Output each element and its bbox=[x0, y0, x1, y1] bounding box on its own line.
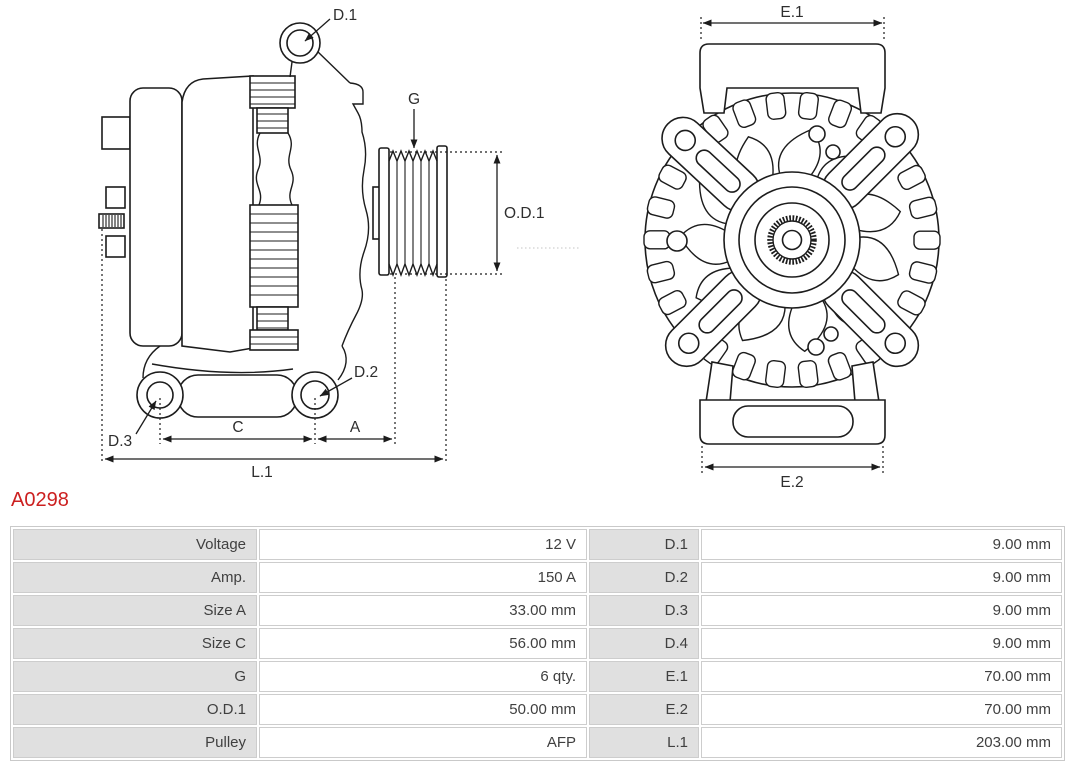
spec-value-cell: 9.00 mm bbox=[701, 595, 1062, 626]
spec-value-cell: 9.00 mm bbox=[701, 529, 1062, 560]
table-row bbox=[13, 529, 1062, 560]
spec-label-cell: D.4 bbox=[589, 628, 699, 659]
dim-label-l1: L.1 bbox=[251, 464, 273, 481]
table-row bbox=[13, 727, 1062, 758]
spec-label-cell: O.D.1 bbox=[13, 694, 257, 725]
spec-value-cell: 9.00 mm bbox=[701, 562, 1062, 593]
spec-label-cell: Size A bbox=[13, 595, 257, 626]
spec-value-cell: 33.00 mm bbox=[259, 595, 587, 626]
spec-value-cell: 203.00 mm bbox=[701, 727, 1062, 758]
spec-label-cell: G bbox=[13, 661, 257, 692]
dim-label-d2: D.2 bbox=[354, 364, 379, 381]
dim-label-e1: E.1 bbox=[780, 4, 804, 21]
spec-label-cell: Amp. bbox=[13, 562, 257, 593]
dim-label-c: C bbox=[232, 419, 244, 436]
spec-value-cell: 70.00 mm bbox=[701, 694, 1062, 725]
spec-value-cell: 6 qty. bbox=[259, 661, 587, 692]
spec-value-cell: 50.00 mm bbox=[259, 694, 587, 725]
table-row bbox=[13, 661, 1062, 692]
spec-label-cell: E.1 bbox=[589, 661, 699, 692]
spec-label-cell: D.1 bbox=[589, 529, 699, 560]
dim-label-d3: D.3 bbox=[108, 433, 133, 450]
spec-label-cell: D.2 bbox=[589, 562, 699, 593]
dim-label-a: A bbox=[349, 419, 361, 436]
spec-value-cell: 9.00 mm bbox=[701, 628, 1062, 659]
spec-label-cell: Size C bbox=[13, 628, 257, 659]
spec-table bbox=[10, 526, 1065, 761]
spec-value-cell: 12 V bbox=[259, 529, 587, 560]
spec-label-cell: E.2 bbox=[589, 694, 699, 725]
spec-value-cell: 150 A bbox=[259, 562, 587, 593]
spec-label-cell: Voltage bbox=[13, 529, 257, 560]
dim-label-g: G bbox=[407, 91, 421, 108]
part-number: A0298 bbox=[11, 489, 69, 511]
spec-value-cell: AFP bbox=[259, 727, 587, 758]
spec-value-cell: 56.00 mm bbox=[259, 628, 587, 659]
spec-value-cell: 70.00 mm bbox=[701, 661, 1062, 692]
table-row bbox=[13, 595, 1062, 626]
table-row bbox=[13, 562, 1062, 593]
dim-label-d1: D.1 bbox=[333, 7, 358, 24]
pulley-hub bbox=[724, 172, 860, 308]
table-row bbox=[13, 628, 1062, 659]
table-row bbox=[13, 694, 1062, 725]
dim-label-od1: O.D.1 bbox=[504, 205, 545, 222]
dim-label-e2: E.2 bbox=[780, 474, 804, 491]
side-view bbox=[99, 7, 580, 481]
front-view bbox=[644, 4, 940, 491]
spec-label-cell: L.1 bbox=[589, 727, 699, 758]
spec-label-cell: Pulley bbox=[13, 727, 257, 758]
spec-label-cell: D.3 bbox=[589, 595, 699, 626]
